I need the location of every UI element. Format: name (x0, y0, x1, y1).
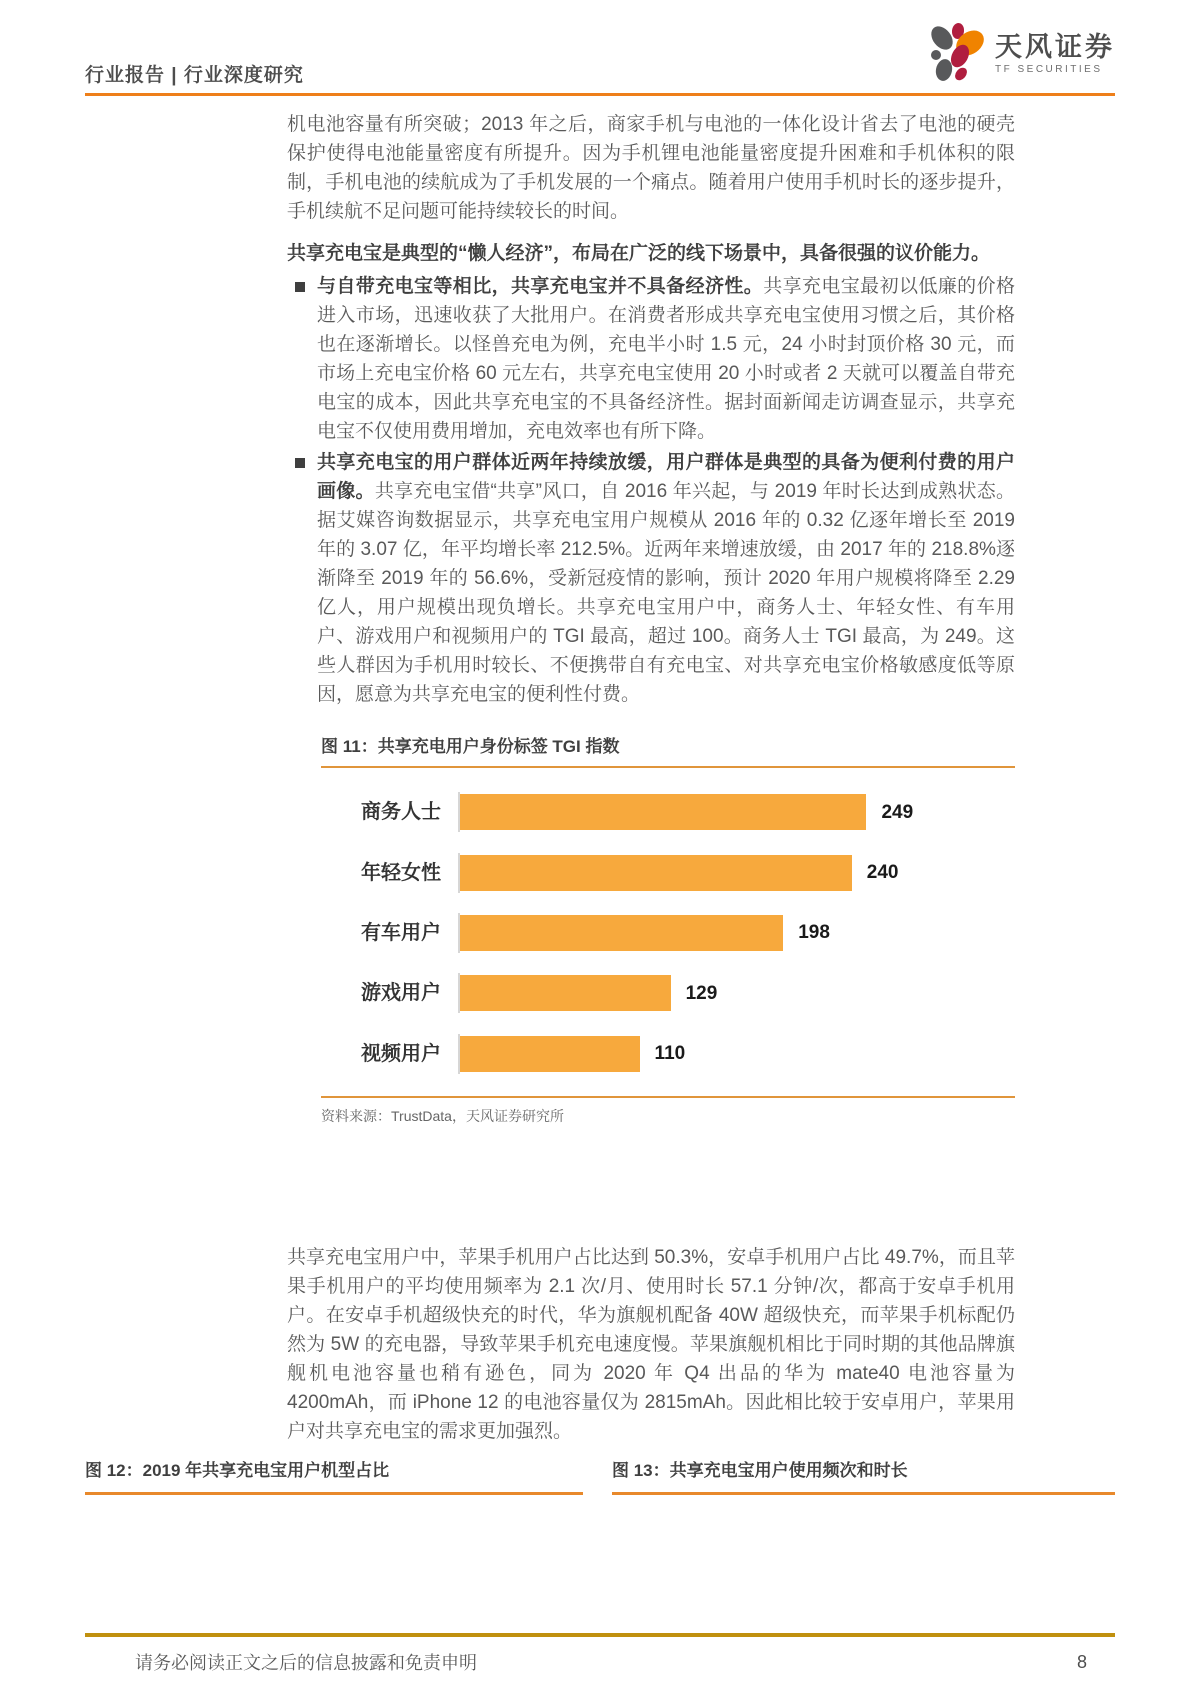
chart-bar (460, 1036, 640, 1072)
report-type-label: 行业报告 | 行业深度研究 (85, 65, 304, 86)
chart-bar-row (321, 1034, 1015, 1074)
brand-text (995, 34, 1115, 75)
chart-category-label: 视频用户 (361, 1042, 441, 1065)
chart-bar-area (458, 973, 1015, 1013)
bullet-lead: 与自带充电宝等相比，共享充电宝并不具备经济性。 (317, 276, 764, 297)
page-header (85, 28, 1115, 96)
chart-bar-row (321, 913, 1015, 953)
chart-category-label: 有车用户 (361, 921, 441, 944)
chart-category-label: 游戏用户 (361, 982, 441, 1005)
chart-category-label: 商务人士 (361, 801, 441, 824)
figure-11-title: 图 11：共享充电用户身份标签 TGI 指数 (321, 737, 1015, 768)
chart-bar (460, 855, 852, 891)
chart-value-label: 129 (685, 982, 718, 1004)
chart-bar-area (458, 1034, 1015, 1074)
bullet-square-icon (295, 458, 305, 468)
chart-bar-area (458, 853, 1015, 893)
bullet-list (287, 272, 1015, 709)
chart-bar (460, 975, 671, 1011)
chart-bar-row (321, 792, 1015, 832)
paragraph-battery-capacity: 机电池容量有所突破；2013 年之后，商家手机与电池的一体化设计省去了电池的硬壳保护使得电池能量密度有所提升。因为手机锂电池能量密度提升困难和手机体积的限制，手机电池的续航成为了手机发展的一个痛点。随着用户使用手机时长的逐步提升，手机续航不足问题可能持续较长的时间。 (287, 114, 1015, 222)
chart-bar-area (458, 913, 1015, 953)
list-item (287, 272, 1015, 446)
bullet-detail: 共享充电宝最初以低廉的价格进入市场，迅速收获了大批用户。在消费者形成共享充电宝使用习惯之后，其价格也在逐渐增长。以怪兽充电为例，充电半小时 1.5 元，24 小时封顶价格 30 元，而市场上充电宝价格 60 元左右，共享充电宝使用 20 小时或者 2 天就可以覆盖自带充电宝的成本，因此共享充电宝的不具备经济性。据封面新闻走访调查显示，共享充电宝不仅使用费用增加，充电效率也有所下降。 (317, 276, 1015, 442)
figure-13-title: 图 13：共享充电宝用户使用频次和时长 (612, 1460, 1115, 1495)
figure-12-title: 图 12：2019 年共享充电宝用户机型占比 (85, 1460, 583, 1495)
chart-category-label: 年轻女性 (361, 861, 441, 884)
chart-value-label: 249 (881, 801, 914, 823)
paragraph-iphone-vs-android: 共享充电宝用户中，苹果手机用户占比达到 50.3%，安卓手机用户占比 49.7%，而且苹果手机用户的平均使用频率为 2.1 次/月、使用时长 57.1 分钟/次，都高于安卓手机用户。在安卓手机超级快充的时代，华为旗舰机配备 40W 超级快充，而苹果手机标配仍然为 5W 的充电器，导致苹果手机充电速度慢。苹果旗舰机相比于同时期的其他品牌旗舰机电池容量也稍有逊色，同为 2020 年 Q4 出品的华为 mate40 电池容量为 4200mAh，而 iPhone 12 的电池容量仅为 2815mAh。因此相比较于安卓用户，苹果用户对共享充电宝的需求更加强烈。 (287, 1247, 1015, 1442)
page-number: 8 (1076, 1651, 1087, 1672)
brand-name-cn: 天风证券 (995, 32, 1115, 62)
chart-value-label: 110 (654, 1043, 686, 1065)
tf-securities-flower-icon (923, 22, 985, 87)
figure-11 (321, 737, 1015, 1125)
chart-bar-row (321, 973, 1015, 1013)
brand-name-en: TF SECURITIES (995, 64, 1103, 75)
body-content (287, 110, 1015, 1446)
brand-logo (923, 22, 1115, 87)
chart-bar (460, 794, 866, 830)
chart-value-label: 198 (798, 922, 830, 944)
chart-bar (460, 915, 783, 951)
bullet-text (317, 272, 1015, 446)
list-item (287, 448, 1015, 709)
bullet-detail: 共享充电宝借“共享”风口，自 2016 年兴起，与 2019 年时长达到成熟状态。据艾媒咨询数据显示，共享充电宝用户规模从 2016 年的 0.32 亿逐年增长至 2019 年的 3.07 亿，年平均增长率 212.5%。近两年来增速放缓，由 2017 年的 218.8%逐渐降至 2019 年的 56.6%，受新冠疫情的影响，预计 2020 年用户规模将降至 2.29 亿人，用户规模出现负增长。共享充电宝用户中，商务人士、年轻女性、有车用户、游戏用户和视频用户的 TGI 最高，超过 100。商务人士 TGI 最高，为 249。这些人群因为手机用时较长、不便携带自有充电宝、对共享充电宝价格敏感度低等原因，愿意为共享充电宝的便利性付费。 (317, 481, 1015, 705)
bullet-square-icon (295, 282, 305, 292)
bullet-lead: 共享充电宝的用户群体近两年持续放缓，用户群体是典型的具备为便利付费的用户画像。 (317, 452, 1015, 502)
chart-bar-row (321, 853, 1015, 893)
page-footer (85, 1633, 1115, 1675)
disclaimer-text: 请务必阅读正文之后的信息披露和免责申明 (135, 1653, 477, 1673)
figure-11-source: 资料来源：TrustData，天风证券研究所 (321, 1096, 1015, 1125)
section-heading-lazy-economy: 共享充电宝是典型的“懒人经济”，布局在广泛的线下场景中，具备很强的议价能力。 (287, 243, 991, 264)
figure-11-plot (321, 772, 1015, 1094)
chart-value-label: 240 (866, 862, 899, 884)
chart-bar-area (458, 792, 1015, 832)
bullet-text (317, 448, 1015, 709)
